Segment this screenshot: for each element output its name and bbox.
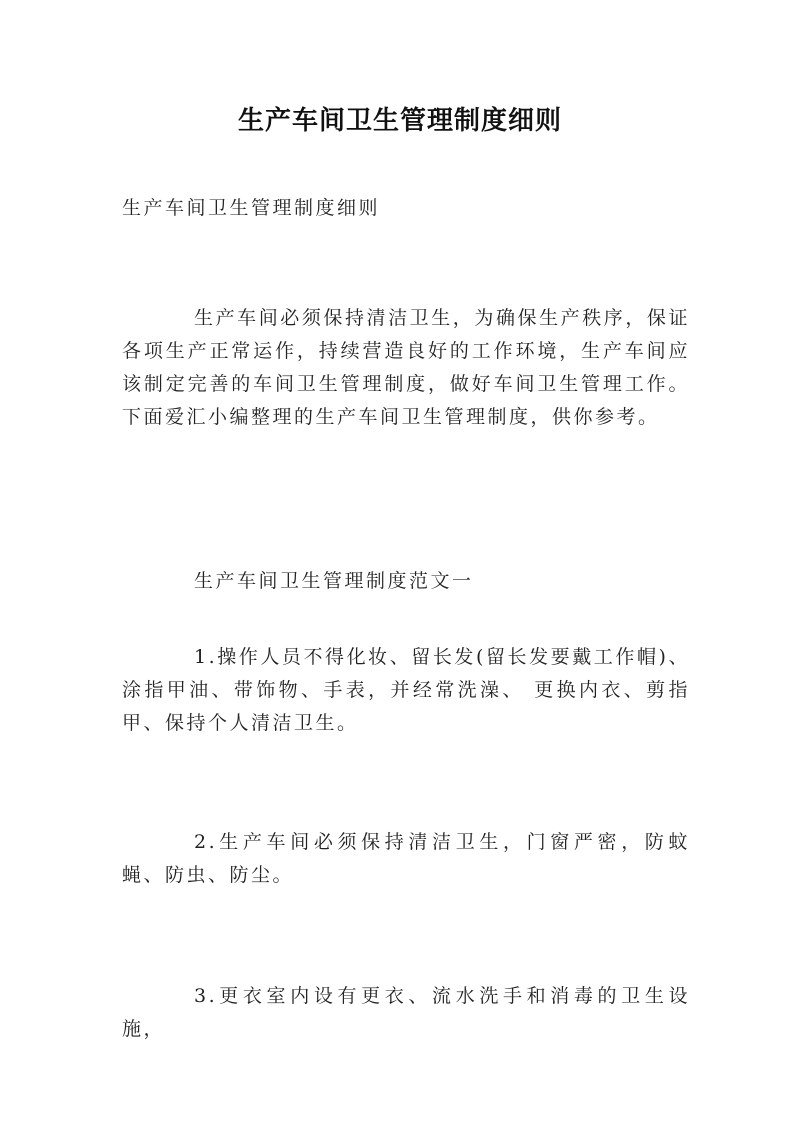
rule-item-2: 2.生产车间必须保持清洁卫生，门窗严密，防蚊蝇、防虫、防尘。 <box>122 831 690 886</box>
section-heading: 生产车间卫生管理制度范文一 <box>194 570 474 592</box>
rule-item-1: 1.操作人员不得化妆、留长发(留长发要戴工作帽)、涂指甲油、带饰物、手表，并经常洗澡、 更换内衣、剪指甲、保持个人清洁卫生。 <box>122 646 690 734</box>
rule-item-3: 3.更衣室内设有更衣、流水洗手和消毒的卫生设施， <box>122 985 690 1040</box>
intro-paragraph: 生产车间必须保持清洁卫生，为确保生产秩序，保证各项生产正常运作，持续营造良好的工作环境，生产车间应该制定完善的车间卫生管理制度，做好车间卫生管理工作。下面爱汇小编整理的生产车间卫生管理制度，供你参考。 <box>122 307 690 428</box>
document-title: 生产车间卫生管理制度细则 <box>237 106 562 136</box>
document-subtitle: 生产车间卫生管理制度细则 <box>122 197 381 219</box>
